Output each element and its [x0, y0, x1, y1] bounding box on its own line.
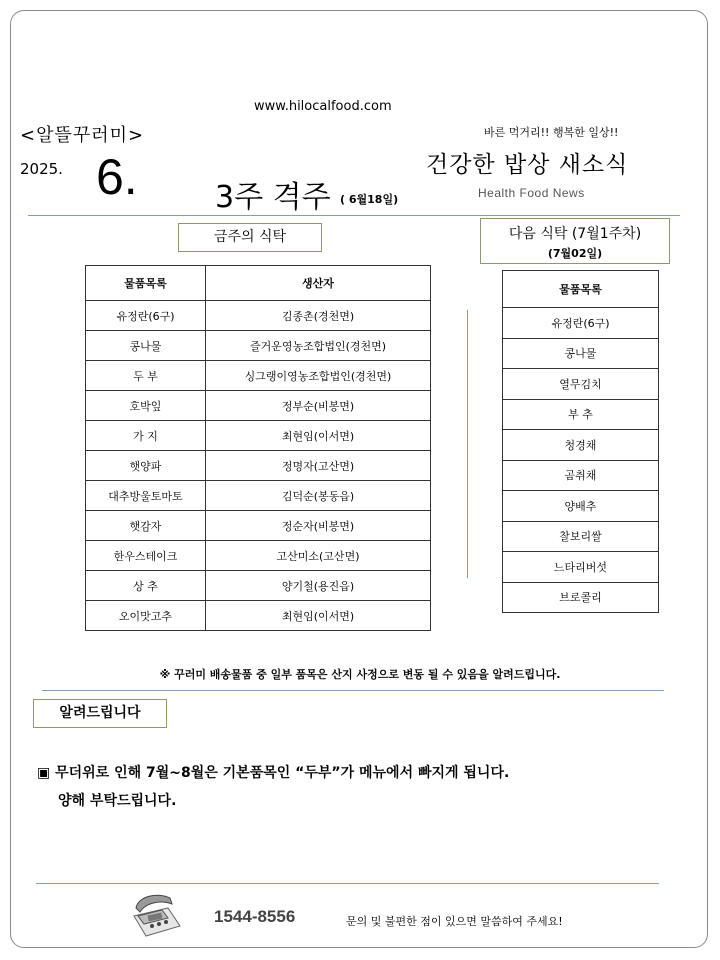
- table-row: [503, 460, 659, 491]
- table-row: [503, 430, 659, 461]
- subheadline: Health Food News: [478, 186, 585, 200]
- week-date: ( 6월18일): [340, 193, 399, 206]
- week-label: 3주 격주: [215, 180, 331, 215]
- item-cell: 느타리버섯: [503, 552, 659, 583]
- table-row: [86, 541, 431, 571]
- item-cell: 유정란(6구): [86, 301, 206, 331]
- item-cell: 햇양파: [86, 451, 206, 481]
- item-cell: 대추방울토마토: [86, 481, 206, 511]
- table-row: [86, 571, 431, 601]
- website-url[interactable]: www.hilocalfood.com: [254, 99, 392, 114]
- item-cell: 열무김치: [503, 369, 659, 400]
- table-row: [503, 552, 659, 583]
- this-week-title: 금주의 식탁: [178, 223, 322, 252]
- producer-cell: 최현임(이서면): [206, 421, 431, 451]
- table-header-row: [503, 271, 659, 308]
- item-cell: 양배추: [503, 491, 659, 522]
- column-header-producer: 생산자: [206, 266, 431, 301]
- item-cell: 햇감자: [86, 511, 206, 541]
- table-row: [86, 361, 431, 391]
- producer-cell: 정부순(비봉면): [206, 391, 431, 421]
- table-row: [86, 421, 431, 451]
- slogan: 바른 먹거리!! 행복한 일상!!: [484, 126, 619, 139]
- item-cell: 호박잎: [86, 391, 206, 421]
- table-row: [86, 511, 431, 541]
- table-row: [503, 338, 659, 369]
- producer-cell: 양기철(용진읍): [206, 571, 431, 601]
- column-header-item: 물품목록: [503, 271, 659, 308]
- table-row: [503, 369, 659, 400]
- next-week-title-box: [480, 218, 670, 264]
- table-header-row: [86, 266, 431, 301]
- header-divider: [28, 215, 680, 216]
- next-week-table: [502, 270, 659, 613]
- producer-cell: 즐거운영농조합법인(경천면): [206, 331, 431, 361]
- table-row: [86, 301, 431, 331]
- contact-text: 문의 및 불편한 점이 있으면 말씀하여 주세요!: [346, 915, 563, 928]
- item-cell: 오이맛고추: [86, 601, 206, 631]
- producer-cell: 김덕순(봉동읍): [206, 481, 431, 511]
- year: 2025.: [20, 160, 63, 178]
- phone-number[interactable]: 1544-8556: [214, 907, 296, 926]
- announcement-line-2: 양해 부탁드립니다.: [58, 793, 177, 809]
- table-row: [503, 308, 659, 339]
- table-row: [503, 399, 659, 430]
- item-cell: 가 지: [86, 421, 206, 451]
- table-row: [86, 601, 431, 631]
- table-row: [86, 451, 431, 481]
- announcement-line-1: ▣ 무더위로 인해 7월~8월은 기본품목인 “두부”가 메뉴에서 빠지게 됩니다.: [37, 765, 510, 781]
- column-header-item: 물품목록: [86, 266, 206, 301]
- table-row: [503, 491, 659, 522]
- producer-cell: 김종촌(경천면): [206, 301, 431, 331]
- this-week-table: [85, 265, 431, 631]
- notice-divider: [42, 690, 664, 691]
- item-cell: 두 부: [86, 361, 206, 391]
- column-divider: [467, 310, 468, 578]
- item-cell: 청경채: [503, 430, 659, 461]
- producer-cell: 고산미소(고산면): [206, 541, 431, 571]
- table-row: [86, 391, 431, 421]
- next-week-title: 다음 식탁 (7월1주차): [508, 226, 642, 242]
- producer-cell: 최현임(이서면): [206, 601, 431, 631]
- substitution-notice: ※ 꾸러미 배송물품 중 일부 품목은 산지 사정으로 변동 될 수 있음을 알려드립니다.: [159, 668, 561, 681]
- table-row: [503, 582, 659, 613]
- month: 6.: [96, 149, 138, 205]
- item-cell: 한우스테이크: [86, 541, 206, 571]
- item-cell: 부 추: [503, 399, 659, 430]
- table-row: [86, 331, 431, 361]
- producer-cell: 싱그랭이영농조합법인(경천면): [206, 361, 431, 391]
- item-cell: 상 추: [86, 571, 206, 601]
- telephone-icon: [128, 886, 184, 940]
- item-cell: 콩나물: [503, 338, 659, 369]
- table-row: [86, 481, 431, 511]
- item-cell: 콩나물: [86, 331, 206, 361]
- item-cell: 유정란(6구): [503, 308, 659, 339]
- next-week-date: (7월02일): [547, 247, 603, 260]
- item-cell: 찰보리쌀: [503, 521, 659, 552]
- footer-divider: [36, 883, 659, 884]
- item-cell: 브로콜리: [503, 582, 659, 613]
- announcement-label: 알려드립니다: [33, 699, 167, 728]
- brand-name: <알뜰꾸러미>: [20, 125, 145, 146]
- headline: 건강한 밥상 새소식: [426, 152, 629, 178]
- table-row: [503, 521, 659, 552]
- item-cell: 곰취채: [503, 460, 659, 491]
- producer-cell: 정명자(고산면): [206, 451, 431, 481]
- producer-cell: 정순자(비봉면): [206, 511, 431, 541]
